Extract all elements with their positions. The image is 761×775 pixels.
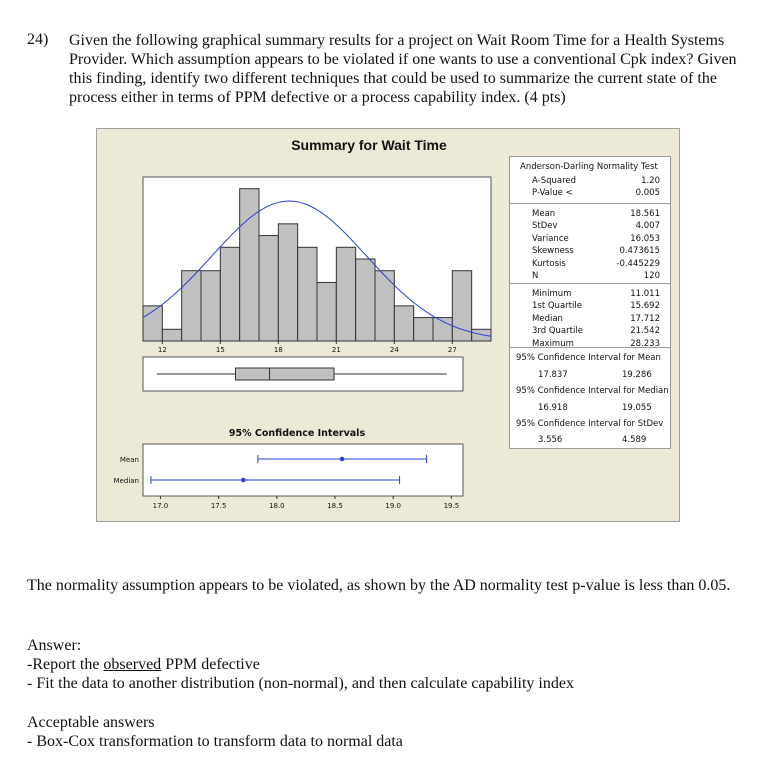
ci-point xyxy=(340,457,345,462)
histogram-bar xyxy=(452,271,471,341)
answer-heading: Answer: xyxy=(27,637,82,654)
histogram-bar xyxy=(394,306,413,341)
ci-stdev-high: 4.589 xyxy=(622,435,647,445)
ci-stdev-label: 95% Confidence Interval for StDev xyxy=(516,419,664,429)
acceptable-line-1: - Box-Cox transformation to transform data to normal data xyxy=(27,733,403,750)
stat-value: 16.053 xyxy=(630,233,660,244)
ci-median-high: 19.055 xyxy=(622,403,652,413)
stat-value: 15.692 xyxy=(630,301,660,312)
histogram-bar xyxy=(259,236,278,341)
ci-label-mean: Mean xyxy=(119,456,139,464)
stat-value: 120 xyxy=(643,271,660,281)
ci-stdev-low: 3.556 xyxy=(538,435,563,445)
boxplot-box xyxy=(235,368,334,380)
ad-header: Anderson-Darling Normality Test xyxy=(520,162,658,172)
histogram-bar xyxy=(182,271,201,341)
ci-frame xyxy=(143,444,463,496)
stat-label: N xyxy=(532,271,539,281)
x-tick-label: 18.0 xyxy=(269,502,285,510)
x-tick-label: 19.5 xyxy=(443,502,460,510)
ci-title: 95% Confidence Intervals xyxy=(228,428,366,439)
x-tick-label: 21 xyxy=(331,346,341,354)
stat-label: StDev xyxy=(532,221,558,232)
stat-label: Mean xyxy=(532,209,556,219)
stat-label: Kurtosis xyxy=(532,258,566,269)
histogram-bar xyxy=(317,282,336,341)
graphical-summary-panel xyxy=(96,128,680,522)
histogram-bar xyxy=(240,189,259,341)
histogram-bar xyxy=(414,318,433,341)
ci-point xyxy=(241,478,246,483)
answer-line-1-suffix: PPM defective xyxy=(161,656,260,673)
stat-value: 17.712 xyxy=(630,313,660,324)
ci-median-label: 95% Confidence Interval for Median xyxy=(516,386,669,396)
question-number: 24) xyxy=(27,31,49,48)
answer-line-2: - Fit the data to another distribution (non-normal), and then calculate capability index xyxy=(27,675,574,692)
statistics-table xyxy=(509,156,671,449)
summary-title: Summary for Wait Time xyxy=(291,137,447,153)
answer-line-1-underlined: observed xyxy=(103,656,162,673)
stat-label: 1st Quartile xyxy=(532,301,582,312)
ci-mean-low: 17.837 xyxy=(538,370,568,380)
histogram-bar xyxy=(162,329,181,341)
stat-value: 21.542 xyxy=(630,326,660,337)
acceptable-heading: Acceptable answers xyxy=(27,714,155,731)
x-tick-label: 18.5 xyxy=(327,502,343,510)
question-text: Given the following graphical summary results for a project on Wait Room Time for a Health Systems Provider. Which assumption appears to be violated if one wants to use a conventional Cpk index? Given this finding, identify two different techniques that could be used to summarize the current state of the process either in terms of PPM defective or a process capability index. (4 pts) xyxy=(69,32,737,106)
histogram-bar xyxy=(375,271,394,341)
histogram-bar xyxy=(472,329,491,341)
divider xyxy=(510,347,670,348)
x-tick-label: 19.0 xyxy=(385,502,401,510)
stat-value: 18.561 xyxy=(630,209,660,219)
histogram-bar xyxy=(220,247,239,341)
ci-mean-label: 95% Confidence Interval for Mean xyxy=(516,353,661,363)
stat-value: -0.445229 xyxy=(616,258,660,269)
stat-value: 11.011 xyxy=(630,289,660,299)
stat-label: Maximum xyxy=(532,338,574,349)
stat-value: 1.20 xyxy=(641,176,660,186)
x-tick-label: 12 xyxy=(157,346,167,354)
stat-label: Median xyxy=(532,313,563,324)
histogram-bar xyxy=(356,259,375,341)
ci-label-median: Median xyxy=(113,477,139,485)
stat-label: P-Value < xyxy=(532,188,573,199)
ci-mean-high: 19.286 xyxy=(622,370,652,380)
histogram-bar xyxy=(278,224,297,341)
stat-value: 28.233 xyxy=(630,338,660,349)
stat-label: Variance xyxy=(532,233,569,244)
x-tick-label: 24 xyxy=(389,346,399,354)
x-tick-label: 15 xyxy=(215,346,225,354)
stat-value: 0.005 xyxy=(635,188,660,199)
stat-value: 0.473615 xyxy=(619,246,660,257)
answer-line-1-prefix: -Report the xyxy=(27,656,104,673)
divider xyxy=(510,283,670,284)
stat-label: 3rd Quartile xyxy=(532,326,583,337)
ci-median-low: 16.918 xyxy=(538,403,568,413)
x-tick-label: 18 xyxy=(273,346,283,354)
stat-value: 4.007 xyxy=(635,221,660,232)
stat-label: Skewness xyxy=(532,246,574,257)
stat-label: Minimum xyxy=(532,289,572,299)
x-tick-label: 17.5 xyxy=(210,502,227,510)
x-tick-label: 17.0 xyxy=(152,502,169,510)
divider xyxy=(510,203,670,204)
stat-label: A-Squared xyxy=(532,176,577,186)
answer-observation: The normality assumption appears to be violated, as shown by the AD normality test p-value is less than 0.05. xyxy=(27,577,731,594)
histogram-bar xyxy=(298,247,317,341)
x-tick-label: 27 xyxy=(447,346,457,354)
histogram-bar xyxy=(201,271,220,341)
answer-line-1 xyxy=(27,655,260,674)
histogram-bar xyxy=(336,247,355,341)
